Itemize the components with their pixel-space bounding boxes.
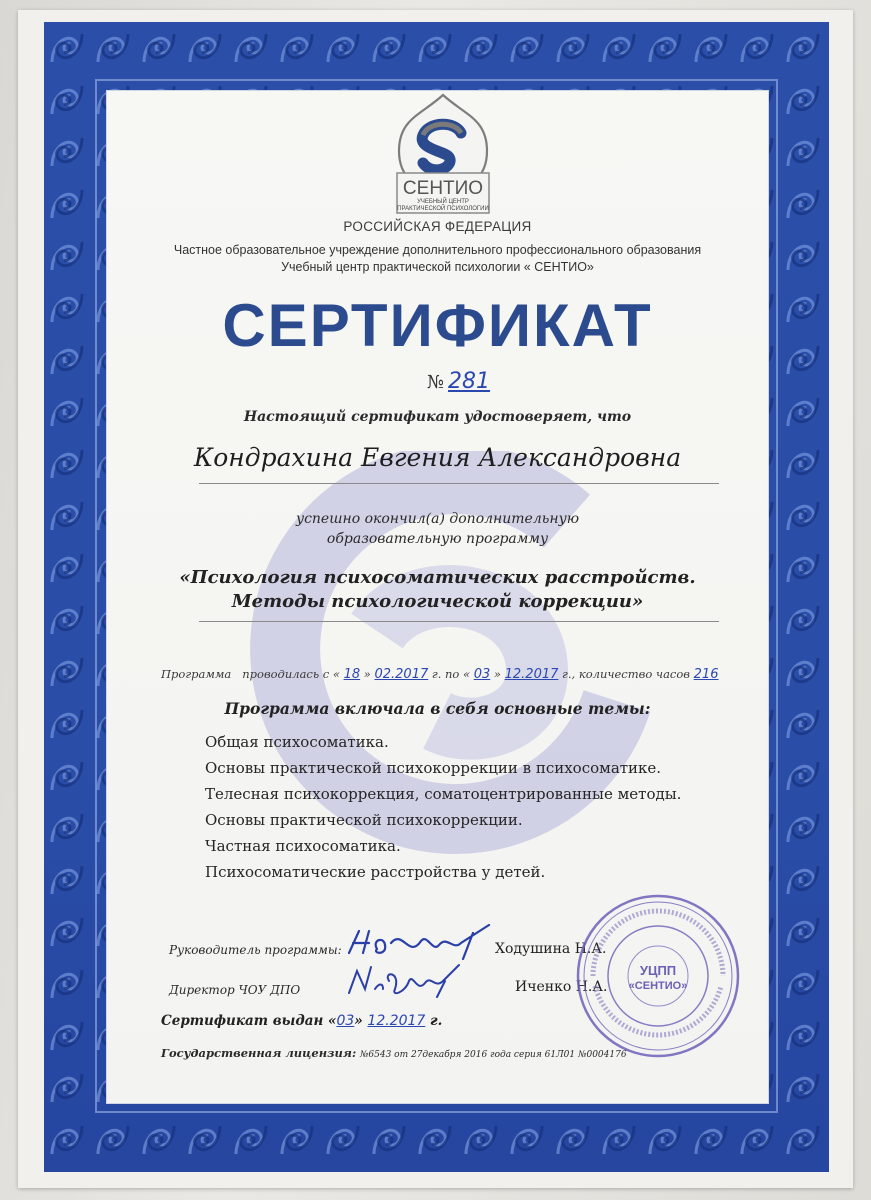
license-line: [161, 1046, 627, 1060]
themes-heading: Программа включала в себя основные темы:: [224, 699, 651, 718]
certificate-title: СЕРТИФИКАТ: [222, 292, 653, 359]
certificate-number: [427, 369, 490, 394]
recipient-name: Кондрахина Евгения Александровна: [193, 443, 682, 472]
list-item: Частная психосоматика.: [205, 837, 401, 855]
completed-text-1: успешно окончил(а) дополнительную: [295, 511, 580, 527]
issued-label: Сертификат выдан: [161, 1013, 324, 1029]
logo-subtitle-1: УЧЕБНЫЙ ЦЕНТР: [417, 199, 469, 205]
organization-line-1: Частное образовательное учреждение дополнительного профессионального образования: [173, 243, 702, 257]
start-month-year: 02.2017: [374, 667, 429, 682]
license-text: №6543 от 27декабря 2016 года серия 61Л01 №0004176: [359, 1050, 627, 1060]
director-label: Директор ЧОУ ДПО: [169, 983, 301, 997]
organization-line-2: Учебный центр практической психологии « СЕНТИО»: [281, 260, 594, 274]
program-head-label: Руководитель программы:: [169, 943, 342, 957]
stamp-center-1: УЦПП: [639, 963, 677, 978]
issued-suffix: г.: [430, 1013, 443, 1029]
license-label: Государственная лицензия:: [161, 1046, 357, 1060]
period-to-label: г. по «: [431, 667, 471, 681]
number-value: 281: [448, 369, 491, 394]
end-day: 03: [473, 667, 491, 682]
logo-brand: СЕНТИО: [402, 178, 484, 199]
quote-close: »: [363, 667, 371, 681]
sentio-logo-icon: [383, 91, 503, 221]
list-item: Телесная психокоррекция, соматоцентрированные методы.: [205, 785, 682, 803]
certificate-border: [44, 22, 829, 1172]
certifies-text: Настоящий сертификат удостоверяет, что: [243, 409, 632, 425]
logo-subtitle-2: ПРАКТИЧЕСКОЙ ПСИХОЛОГИИ: [397, 206, 489, 212]
period-label: Программа: [161, 667, 232, 681]
hours-value: 216: [693, 667, 719, 682]
hours-label: г., количество часов: [562, 667, 690, 681]
period-from-label: проводилась с «: [242, 667, 340, 681]
program-period: [161, 667, 718, 682]
divider-line: [199, 483, 719, 484]
divider-line: [199, 621, 719, 622]
issued-month-year: 12.2017: [367, 1013, 426, 1029]
list-item: Общая психосоматика.: [205, 733, 389, 751]
list-item: Психосоматические расстройства у детей.: [205, 863, 546, 881]
program-title-2: Методы психологической коррекции»: [231, 591, 644, 612]
issued-line: [161, 1013, 442, 1029]
director-signature: [343, 959, 483, 1001]
quote-open: «: [328, 1013, 337, 1029]
start-day: 18: [343, 667, 361, 682]
country-name: РОССИЙСКАЯ ФЕДЕРАЦИЯ: [343, 219, 532, 234]
quote-close: »: [493, 667, 501, 681]
stamp-center-2: «СЕНТИО»: [628, 980, 688, 992]
quote-close: »: [354, 1013, 363, 1029]
certificate-sheet: [18, 10, 853, 1188]
completed-text-2: образовательную программу: [326, 531, 549, 547]
round-seal-stamp: [573, 891, 743, 1061]
topics-list: [205, 729, 681, 885]
program-head-name: Ходушина Н.А.: [495, 941, 607, 957]
program-title-1: «Психология психосоматических расстройств.: [179, 567, 696, 588]
list-item: Основы практической психокоррекции в психосоматике.: [205, 759, 662, 777]
director-name: Иченко Н.А.: [515, 979, 608, 995]
certificate-content: [106, 90, 769, 1104]
number-label: №: [427, 372, 445, 393]
list-item: Основы практической психокоррекции.: [205, 811, 523, 829]
end-month-year: 12.2017: [504, 667, 559, 682]
issued-day: 03: [336, 1013, 355, 1029]
